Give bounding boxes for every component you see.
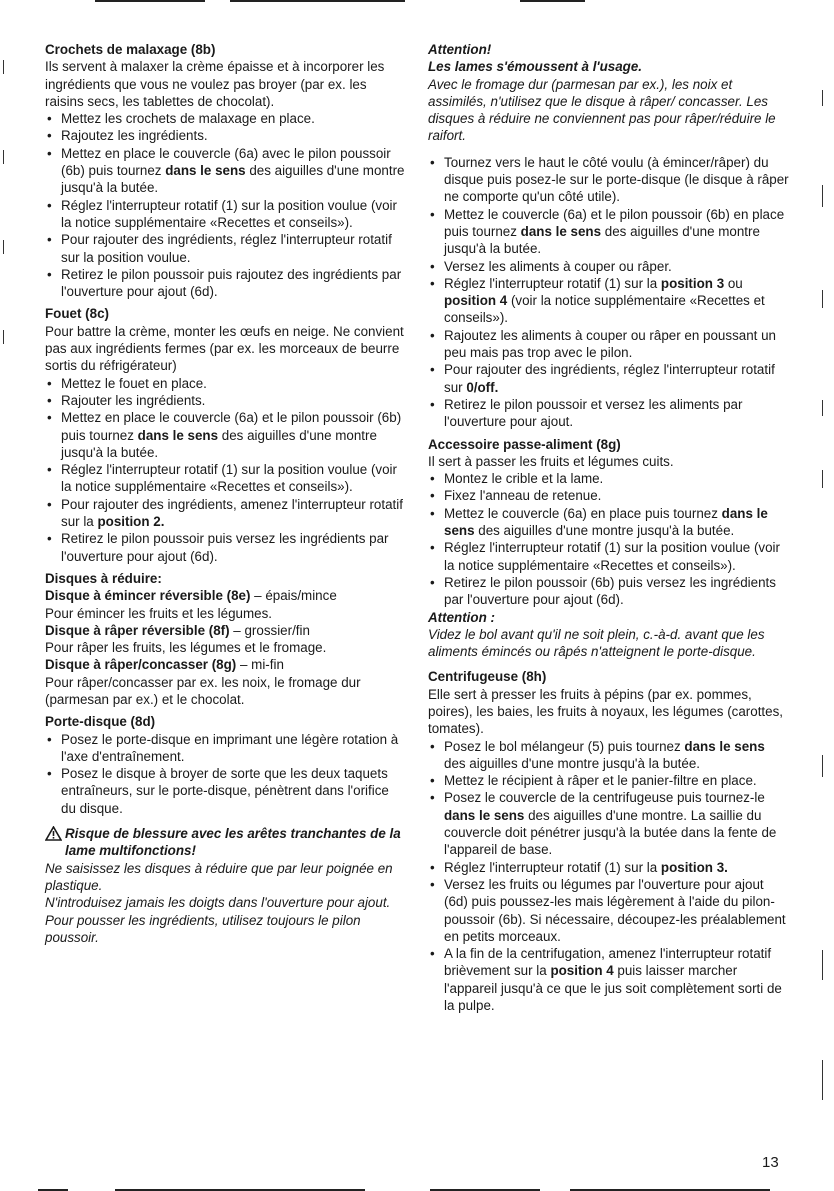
attention-title: Attention!	[428, 42, 492, 57]
fouet-intro: Pour battre la crème, monter les œufs en neige. Ne convient pas aux ingrédients fermes (par ex. les morceaux de beurre sortis du réfrigérateur)	[45, 323, 404, 374]
disque-concasser-heading: Disque à râper/concasser (8g) – mi-fin	[45, 657, 284, 673]
margin-mark	[822, 1060, 823, 1100]
section-disques	[45, 570, 405, 708]
list-item: • Posez le disque à broyer de sorte que les deux taquets entraîneurs, sur le porte-disque, pénètrent dans l'orifice du disque.	[45, 765, 405, 817]
disque-emincer-heading: Disque à émincer réversible (8e) – épais/mince	[45, 588, 337, 604]
risque-text-1: Ne saisissez les disques à réduire que par leur poignée en plastique.	[45, 860, 393, 893]
list-item: • Réglez l'interrupteur rotatif (1) sur la position 3 ou position 4 (voir la notice supplémentaire «Recettes et conseils»).	[428, 275, 790, 327]
list-item: • Mettez en place le couvercle (6a) avec le pilon poussoir (6b) puis tournez dans le sens des aiguilles d'une montre jusqu'à la butée.	[45, 145, 405, 197]
list-item: • Retirez le pilon poussoir et versez les aliments par l'ouverture pour ajout.	[428, 396, 790, 431]
risque-text-3: Pour pousser les ingrédients, utilisez toujours le pilon poussoir.	[45, 912, 361, 945]
attention2-title: Attention :	[428, 609, 495, 625]
disque-emincer-text: Pour émincer les fruits et les légumes.	[45, 605, 272, 621]
left-column	[45, 41, 405, 951]
list-item: • Posez le couvercle de la centrifugeuse puis tournez-le dans le sens des aiguilles d'une montre. La saillie du couvercle doit pénétrer jusqu'à la butée dans la fente de l'appareil de base.	[428, 789, 790, 858]
list-item: • Retirez le pilon poussoir puis versez les ingrédients par l'ouverture pour ajout (6d).	[45, 530, 405, 565]
margin-mark	[822, 90, 823, 106]
margin-mark	[822, 755, 823, 777]
section-attention-lames	[428, 41, 790, 145]
margin-mark	[3, 150, 4, 164]
centrifugeuse-title: Centrifugeuse (8h)	[428, 669, 547, 685]
list-item: • Versez les aliments à couper ou râper.	[428, 258, 790, 275]
centrifugeuse-intro: Elle sert à presser les fruits à pépins (par ex. pommes, poires), les baies, les fruits à noyaux, les légumes (carottes, tomates).	[428, 686, 784, 737]
list-item: • Retirez le pilon poussoir (6b) puis versez les ingrédients par l'ouverture pour ajout (6d).	[428, 574, 790, 609]
fouet-title: Fouet (8c)	[45, 306, 109, 322]
disque-steps-list	[428, 154, 790, 431]
list-item: • Réglez l'interrupteur rotatif (1) sur la position voulue (voir la notice supplémentaire «Recettes et conseils»).	[428, 539, 790, 574]
list-item: • Pour rajouter des ingrédients, réglez l'interrupteur rotatif sur la position voulue.	[45, 231, 405, 266]
top-rule-3	[520, 0, 585, 2]
risque-text-2: N'introduisez jamais les doigts dans l'ouverture pour ajout.	[45, 895, 391, 911]
disques-title: Disques à réduire:	[45, 570, 162, 586]
list-item: • Mettez en place le couvercle (6a) et le pilon poussoir (6b) puis tournez dans le sens des aiguilles d'une montre jusqu'à la butée.	[45, 409, 405, 461]
section-centrifugeuse	[428, 668, 790, 1014]
top-rule-1	[95, 0, 205, 2]
attention-subtitle: Les lames s'émoussent à l'usage.	[428, 59, 643, 75]
passe-aliment-intro: Il sert à passer les fruits et légumes cuits.	[428, 453, 674, 469]
warning-triangle-icon	[45, 826, 62, 841]
list-item: • Rajoutez les ingrédients.	[45, 127, 405, 144]
list-item: • Tournez vers le haut le côté voulu (à émincer/râper) du disque puis posez-le sur le porte-disque (le disque à râper ne comporte qu'un côté utile).	[428, 154, 790, 206]
list-item: • Réglez l'interrupteur rotatif (1) sur la position 3.	[428, 859, 790, 876]
right-column	[428, 41, 790, 1019]
disque-concasser-text: Pour râper/concasser par ex. les noix, le fromage dur (parmesan par ex.) et le chocolat.	[45, 674, 361, 707]
list-item: • Mettez les crochets de malaxage en place.	[45, 110, 405, 127]
passe-aliment-list	[428, 470, 790, 608]
fouet-list	[45, 375, 405, 565]
attention2-text: Videz le bol avant qu'il ne soit plein, c.-à-d. avant que les aliments émincés ou râpés n'atteignent le porte-disque.	[428, 626, 765, 660]
margin-mark	[822, 185, 823, 207]
margin-mark	[822, 290, 823, 308]
list-item: • Posez le bol mélangeur (5) puis tournez dans le sens des aiguilles d'une montre jusqu'à la butée.	[428, 738, 790, 773]
section-crochets	[45, 41, 405, 300]
crochets-title: Crochets de malaxage (8b)	[45, 42, 216, 57]
list-item: • Pour rajouter des ingrédients, réglez l'interrupteur rotatif sur 0/off.	[428, 361, 790, 396]
margin-mark	[3, 60, 4, 74]
list-item: • Fixez l'anneau de retenue.	[428, 487, 790, 504]
top-rule-2	[230, 0, 405, 2]
list-item: • A la fin de la centrifugation, amenez l'interrupteur rotatif brièvement sur la position 4 puis laisser marcher l'appareil jusqu'à ce que le jus soit complètement sorti de la pulpe.	[428, 945, 790, 1014]
list-item: • Posez le porte-disque en imprimant une légère rotation à l'axe d'entraînement.	[45, 731, 405, 766]
list-item: • Réglez l'interrupteur rotatif (1) sur la position voulue (voir la notice supplémentaire «Recettes et conseils»).	[45, 461, 405, 496]
list-item: • Mettez le fouet en place.	[45, 375, 405, 392]
list-item: • Pour rajouter des ingrédients, amenez l'interrupteur rotatif sur la position 2.	[45, 496, 405, 531]
list-item: • Versez les fruits ou légumes par l'ouverture pour ajout (6d) puis poussez-les mais légèrement à l'aide du pilon-poussoir (6b). Si nécessaire, découpez-les préalablement en petits morceaux.	[428, 876, 790, 945]
margin-mark	[3, 330, 4, 344]
section-disque-steps	[428, 154, 790, 431]
margin-mark	[3, 240, 4, 254]
list-item: • Rajouter les ingrédients.	[45, 392, 405, 409]
page-number: 13	[762, 1154, 779, 1171]
section-passe-aliment	[428, 436, 790, 661]
list-item: • Mettez le récipient à râper et le panier-filtre en place.	[428, 772, 790, 789]
disque-raper-heading: Disque à râper réversible (8f) – grossier/fin	[45, 622, 310, 638]
section-fouet	[45, 305, 405, 564]
passe-aliment-title: Accessoire passe-aliment (8g)	[428, 436, 621, 452]
crochets-intro: Ils servent à malaxer la crème épaisse et à incorporer les ingrédients que vous ne voulez pas broyer (par ex. les raisins secs, les tablettes de chocolat).	[45, 59, 385, 109]
margin-mark	[822, 470, 823, 488]
section-porte-disque	[45, 713, 405, 817]
risque-title: Risque de blessure avec les arêtes tranchantes de la lame multifonctions!	[45, 825, 405, 860]
porte-disque-title: Porte-disque (8d)	[45, 714, 156, 730]
attention-text: Avec le fromage dur (parmesan par ex.), les noix et assimilés, n'utilisez que le disque à râper/ concasser. Les disques à réduire ne conviennent pas pour râper/réduire le raifort.	[428, 76, 776, 144]
list-item: • Retirez le pilon poussoir puis rajoutez des ingrédients par l'ouverture pour ajout (6d).	[45, 266, 405, 301]
list-item: • Rajoutez les aliments à couper ou râper en poussant un peu mais pas trop avec le pilon.	[428, 327, 790, 362]
porte-disque-list	[45, 731, 405, 817]
crochets-list	[45, 110, 405, 300]
list-item: • Réglez l'interrupteur rotatif (1) sur la position voulue (voir la notice supplémentaire «Recettes et conseils»).	[45, 197, 405, 232]
margin-mark	[822, 950, 823, 980]
list-item: • Montez le crible et la lame.	[428, 470, 790, 487]
disque-raper-text: Pour râper les fruits, les légumes et le fromage.	[45, 640, 327, 656]
list-item: • Mettez le couvercle (6a) en place puis tournez dans le sens des aiguilles d'une montre jusqu'à la butée.	[428, 505, 790, 540]
section-risque	[45, 825, 405, 946]
margin-mark	[822, 400, 823, 416]
centrifugeuse-list	[428, 738, 790, 1015]
list-item: • Mettez le couvercle (6a) et le pilon poussoir (6b) en place puis tournez dans le sens des aiguilles d'une montre jusqu'à la butée.	[428, 206, 790, 258]
